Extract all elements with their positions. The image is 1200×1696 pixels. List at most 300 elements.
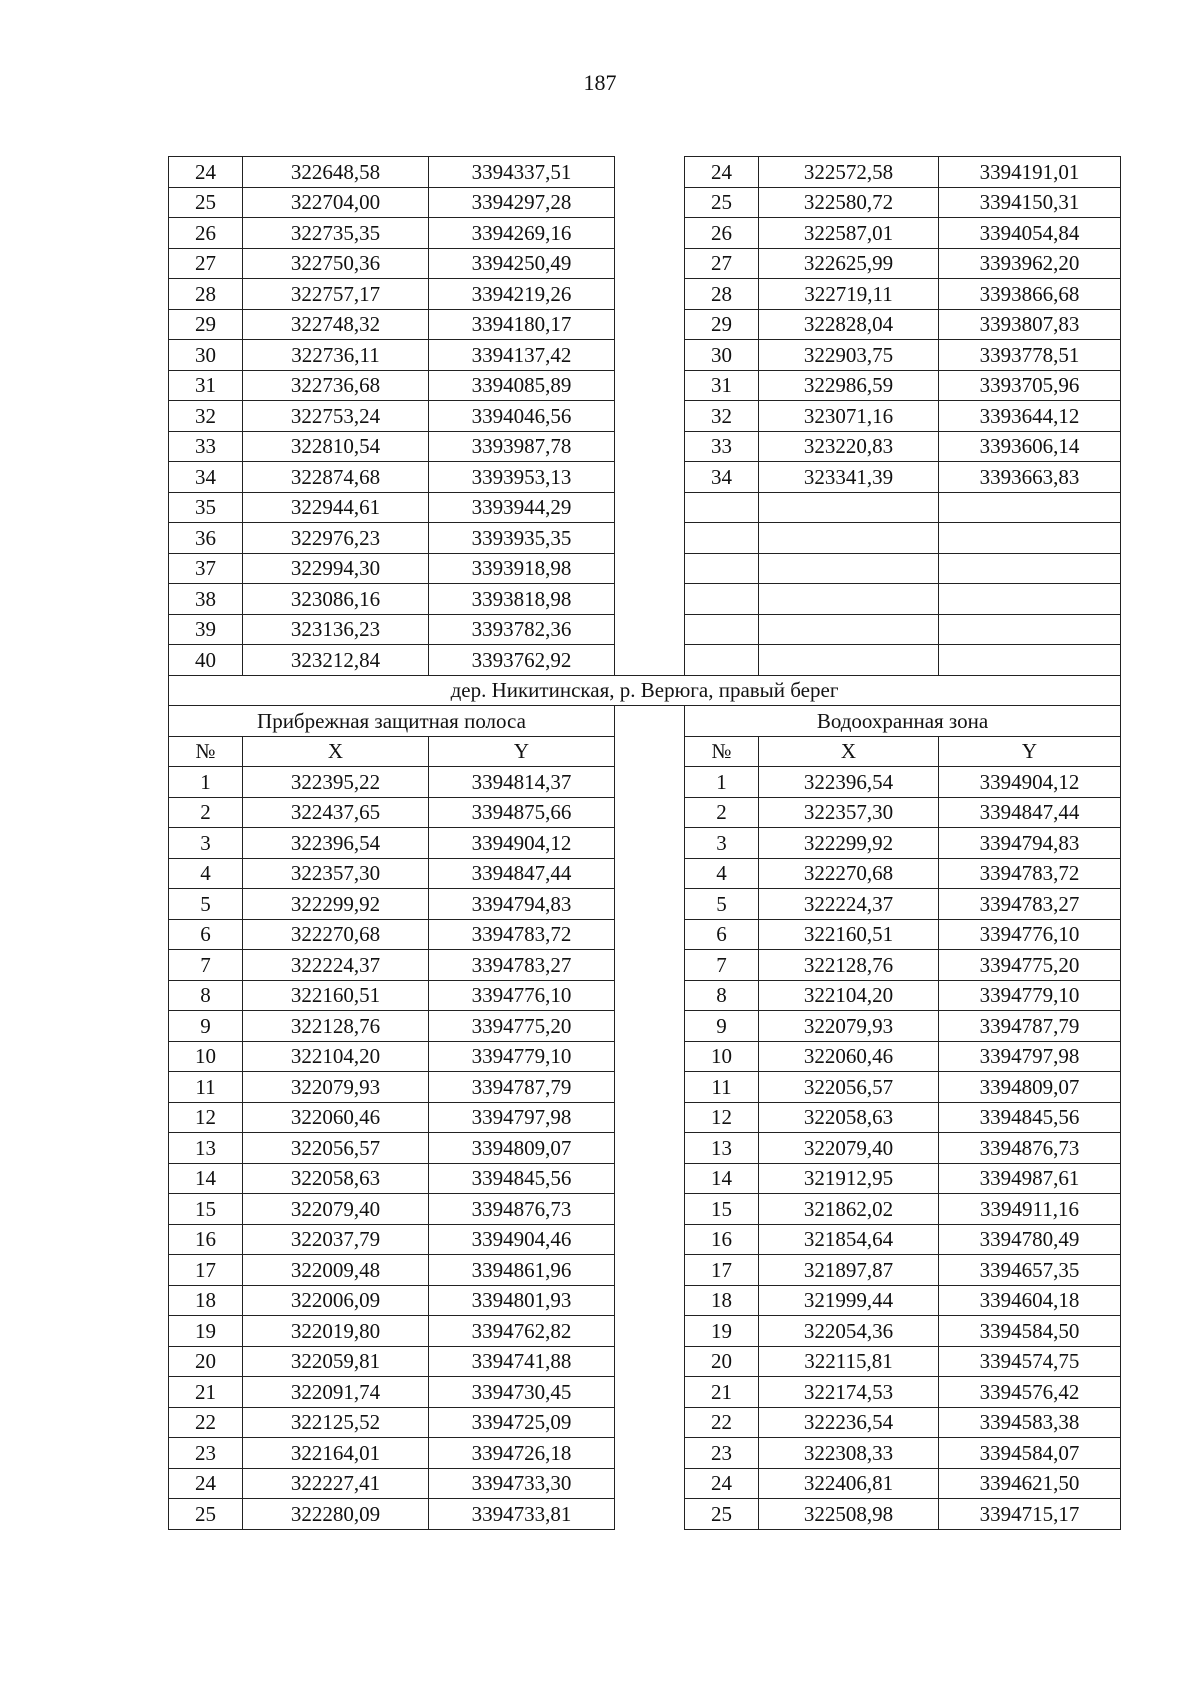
left-x-header: X	[243, 736, 429, 767]
left-x-coordinate: 323136,23	[243, 614, 429, 645]
column-gap	[615, 1072, 685, 1103]
right-y-coordinate: 3394621,50	[939, 1468, 1121, 1499]
right-y-coordinate: 3394715,17	[939, 1499, 1121, 1530]
right-x-coordinate	[759, 492, 939, 523]
right-x-coordinate	[759, 614, 939, 645]
right-point-number: 33	[685, 431, 759, 462]
left-point-number: 38	[169, 584, 243, 615]
right-point-number: 16	[685, 1224, 759, 1255]
right-x-coordinate	[759, 523, 939, 554]
left-y-header: Y	[429, 736, 615, 767]
column-gap	[615, 1285, 685, 1316]
right-y-coordinate: 3393606,14	[939, 431, 1121, 462]
left-x-coordinate: 322079,93	[243, 1072, 429, 1103]
left-x-coordinate: 322079,40	[243, 1194, 429, 1225]
right-point-number: 12	[685, 1102, 759, 1133]
left-point-number: 10	[169, 1041, 243, 1072]
right-x-coordinate: 322299,92	[759, 828, 939, 859]
left-y-coordinate: 3394775,20	[429, 1011, 615, 1042]
column-gap	[615, 340, 685, 371]
left-y-coordinate: 3394762,82	[429, 1316, 615, 1347]
right-y-coordinate	[939, 614, 1121, 645]
left-x-coordinate: 322270,68	[243, 919, 429, 950]
right-zone-title: Водоохранная зона	[685, 706, 1121, 737]
left-x-coordinate: 322059,81	[243, 1346, 429, 1377]
right-x-coordinate: 322719,11	[759, 279, 939, 310]
left-point-number: 21	[169, 1377, 243, 1408]
left-y-coordinate: 3394797,98	[429, 1102, 615, 1133]
table-row	[169, 1011, 1121, 1042]
right-x-coordinate: 322174,53	[759, 1377, 939, 1408]
left-y-coordinate: 3394875,66	[429, 797, 615, 828]
left-x-coordinate: 322437,65	[243, 797, 429, 828]
left-y-coordinate: 3394904,46	[429, 1224, 615, 1255]
left-point-number: 7	[169, 950, 243, 981]
right-x-coordinate: 322060,46	[759, 1041, 939, 1072]
left-point-number: 20	[169, 1346, 243, 1377]
right-x-coordinate: 323220,83	[759, 431, 939, 462]
left-y-coordinate: 3394137,42	[429, 340, 615, 371]
table-row	[169, 157, 1121, 188]
left-point-number: 18	[169, 1285, 243, 1316]
right-x-coordinate: 322406,81	[759, 1468, 939, 1499]
right-point-number	[685, 645, 759, 676]
right-num-header: №	[685, 736, 759, 767]
right-y-coordinate	[939, 645, 1121, 676]
right-y-coordinate	[939, 492, 1121, 523]
coordinates-sheet	[168, 156, 1120, 1530]
right-point-number: 24	[685, 1468, 759, 1499]
column-gap	[615, 645, 685, 676]
right-point-number	[685, 584, 759, 615]
left-y-coordinate: 3394809,07	[429, 1133, 615, 1164]
right-x-coordinate	[759, 584, 939, 615]
right-y-coordinate: 3394845,56	[939, 1102, 1121, 1133]
left-y-coordinate: 3394269,16	[429, 218, 615, 249]
table-row	[169, 309, 1121, 340]
column-gap	[615, 462, 685, 493]
left-x-coordinate: 322227,41	[243, 1468, 429, 1499]
left-y-coordinate: 3393987,78	[429, 431, 615, 462]
table-row	[169, 1163, 1121, 1194]
left-y-coordinate: 3394845,56	[429, 1163, 615, 1194]
left-x-coordinate: 322357,30	[243, 858, 429, 889]
table-row	[169, 1438, 1121, 1469]
left-point-number: 13	[169, 1133, 243, 1164]
left-x-coordinate: 323086,16	[243, 584, 429, 615]
right-y-coordinate: 3393705,96	[939, 370, 1121, 401]
table-row	[169, 1377, 1121, 1408]
table-row	[169, 858, 1121, 889]
left-y-coordinate: 3394776,10	[429, 980, 615, 1011]
right-x-coordinate: 322580,72	[759, 187, 939, 218]
column-gap	[615, 1438, 685, 1469]
column-gap	[615, 1255, 685, 1286]
right-y-coordinate: 3394576,42	[939, 1377, 1121, 1408]
right-x-coordinate: 322236,54	[759, 1407, 939, 1438]
table-row	[169, 1224, 1121, 1255]
right-y-coordinate: 3394776,10	[939, 919, 1121, 950]
right-y-coordinate: 3393962,20	[939, 248, 1121, 279]
right-x-coordinate: 322308,33	[759, 1438, 939, 1469]
left-point-number: 15	[169, 1194, 243, 1225]
table-row	[169, 767, 1121, 798]
right-point-number: 3	[685, 828, 759, 859]
left-point-number: 30	[169, 340, 243, 371]
left-y-coordinate: 3394847,44	[429, 858, 615, 889]
right-x-coordinate: 322903,75	[759, 340, 939, 371]
column-gap	[615, 1346, 685, 1377]
right-x-coordinate: 322128,76	[759, 950, 939, 981]
left-y-coordinate: 3394779,10	[429, 1041, 615, 1072]
right-point-number: 34	[685, 462, 759, 493]
table-row	[169, 797, 1121, 828]
left-y-coordinate: 3393918,98	[429, 553, 615, 584]
left-point-number: 40	[169, 645, 243, 676]
left-x-coordinate: 323212,84	[243, 645, 429, 676]
right-point-number: 1	[685, 767, 759, 798]
right-y-coordinate: 3393644,12	[939, 401, 1121, 432]
left-point-number: 4	[169, 858, 243, 889]
left-y-coordinate: 3393953,13	[429, 462, 615, 493]
right-x-coordinate	[759, 553, 939, 584]
table-row	[169, 340, 1121, 371]
right-point-number: 27	[685, 248, 759, 279]
column-gap	[615, 553, 685, 584]
right-x-coordinate: 322104,20	[759, 980, 939, 1011]
left-y-coordinate: 3394180,17	[429, 309, 615, 340]
right-y-coordinate: 3394775,20	[939, 950, 1121, 981]
column-gap	[615, 309, 685, 340]
left-x-coordinate: 322104,20	[243, 1041, 429, 1072]
column-gap	[615, 1133, 685, 1164]
right-x-coordinate: 322508,98	[759, 1499, 939, 1530]
right-y-coordinate: 3394574,75	[939, 1346, 1121, 1377]
column-gap	[615, 767, 685, 798]
right-x-coordinate: 322058,63	[759, 1102, 939, 1133]
left-x-coordinate: 322736,68	[243, 370, 429, 401]
zone-title-row	[169, 706, 1121, 737]
right-y-coordinate: 3394583,38	[939, 1407, 1121, 1438]
column-header-row	[169, 736, 1121, 767]
right-y-coordinate: 3394054,84	[939, 218, 1121, 249]
left-x-coordinate: 322037,79	[243, 1224, 429, 1255]
right-x-coordinate: 322625,99	[759, 248, 939, 279]
column-gap	[615, 279, 685, 310]
table-row	[169, 1102, 1121, 1133]
column-gap	[615, 1041, 685, 1072]
right-point-number: 29	[685, 309, 759, 340]
left-y-coordinate: 3394741,88	[429, 1346, 615, 1377]
column-gap	[615, 1468, 685, 1499]
left-point-number: 16	[169, 1224, 243, 1255]
left-y-coordinate: 3394814,37	[429, 767, 615, 798]
right-y-coordinate: 3394584,50	[939, 1316, 1121, 1347]
column-gap	[615, 889, 685, 920]
left-point-number: 24	[169, 157, 243, 188]
left-point-number: 12	[169, 1102, 243, 1133]
table-row	[169, 523, 1121, 554]
right-point-number: 32	[685, 401, 759, 432]
column-gap	[615, 492, 685, 523]
left-point-number: 5	[169, 889, 243, 920]
column-gap	[615, 1224, 685, 1255]
left-x-coordinate: 322164,01	[243, 1438, 429, 1469]
left-x-coordinate: 322056,57	[243, 1133, 429, 1164]
table-row	[169, 553, 1121, 584]
right-x-coordinate: 323071,16	[759, 401, 939, 432]
right-point-number: 26	[685, 218, 759, 249]
left-point-number: 39	[169, 614, 243, 645]
right-point-number	[685, 614, 759, 645]
left-point-number: 29	[169, 309, 243, 340]
column-gap	[615, 431, 685, 462]
right-point-number: 9	[685, 1011, 759, 1042]
right-y-coordinate	[939, 584, 1121, 615]
left-y-coordinate: 3394730,45	[429, 1377, 615, 1408]
right-y-coordinate: 3394191,01	[939, 157, 1121, 188]
left-x-coordinate: 322160,51	[243, 980, 429, 1011]
column-gap	[615, 1499, 685, 1530]
left-x-coordinate: 322735,35	[243, 218, 429, 249]
column-gap	[615, 828, 685, 859]
table-row	[169, 462, 1121, 493]
table-row	[169, 1285, 1121, 1316]
left-point-number: 36	[169, 523, 243, 554]
right-point-number: 21	[685, 1377, 759, 1408]
column-gap	[615, 736, 685, 767]
column-gap	[615, 919, 685, 950]
column-gap	[615, 248, 685, 279]
left-point-number: 1	[169, 767, 243, 798]
left-x-coordinate: 322280,09	[243, 1499, 429, 1530]
left-x-coordinate: 322019,80	[243, 1316, 429, 1347]
right-x-coordinate: 321999,44	[759, 1285, 939, 1316]
right-x-coordinate: 322828,04	[759, 309, 939, 340]
right-point-number: 13	[685, 1133, 759, 1164]
right-x-coordinate: 322054,36	[759, 1316, 939, 1347]
left-point-number: 32	[169, 401, 243, 432]
right-point-number	[685, 492, 759, 523]
right-x-header: X	[759, 736, 939, 767]
left-y-coordinate: 3394725,09	[429, 1407, 615, 1438]
left-x-coordinate: 322757,17	[243, 279, 429, 310]
right-y-coordinate: 3393807,83	[939, 309, 1121, 340]
left-zone-title: Прибрежная защитная полоса	[169, 706, 615, 737]
column-gap	[615, 370, 685, 401]
right-point-number: 11	[685, 1072, 759, 1103]
left-point-number: 2	[169, 797, 243, 828]
left-y-coordinate: 3394733,30	[429, 1468, 615, 1499]
column-gap	[615, 1407, 685, 1438]
table-row	[169, 645, 1121, 676]
left-y-coordinate: 3393782,36	[429, 614, 615, 645]
right-y-coordinate: 3394783,27	[939, 889, 1121, 920]
left-point-number: 19	[169, 1316, 243, 1347]
column-gap	[615, 1163, 685, 1194]
column-gap	[615, 797, 685, 828]
left-point-number: 25	[169, 1499, 243, 1530]
right-y-coordinate: 3394584,07	[939, 1438, 1121, 1469]
right-point-number: 5	[685, 889, 759, 920]
table-row	[169, 248, 1121, 279]
left-x-coordinate: 322810,54	[243, 431, 429, 462]
left-x-coordinate: 322058,63	[243, 1163, 429, 1194]
table-row	[169, 1468, 1121, 1499]
right-point-number: 14	[685, 1163, 759, 1194]
table-row	[169, 919, 1121, 950]
table-row	[169, 370, 1121, 401]
column-gap	[615, 218, 685, 249]
right-x-coordinate: 322986,59	[759, 370, 939, 401]
right-x-coordinate: 321897,87	[759, 1255, 939, 1286]
right-y-coordinate: 3394657,35	[939, 1255, 1121, 1286]
left-point-number: 27	[169, 248, 243, 279]
left-x-coordinate: 322750,36	[243, 248, 429, 279]
left-point-number: 3	[169, 828, 243, 859]
left-x-coordinate: 322060,46	[243, 1102, 429, 1133]
column-gap	[615, 1011, 685, 1042]
right-y-coordinate: 3394911,16	[939, 1194, 1121, 1225]
table-row	[169, 980, 1121, 1011]
left-point-number: 9	[169, 1011, 243, 1042]
right-point-number: 25	[685, 187, 759, 218]
left-x-coordinate: 322125,52	[243, 1407, 429, 1438]
left-x-coordinate: 322396,54	[243, 828, 429, 859]
right-y-coordinate: 3393866,68	[939, 279, 1121, 310]
table-row	[169, 431, 1121, 462]
right-point-number: 23	[685, 1438, 759, 1469]
left-point-number: 34	[169, 462, 243, 493]
left-x-coordinate: 322874,68	[243, 462, 429, 493]
right-y-coordinate: 3394780,49	[939, 1224, 1121, 1255]
left-x-coordinate: 322299,92	[243, 889, 429, 920]
left-point-number: 14	[169, 1163, 243, 1194]
left-x-coordinate: 322128,76	[243, 1011, 429, 1042]
left-point-number: 6	[169, 919, 243, 950]
left-x-coordinate: 322753,24	[243, 401, 429, 432]
table-row	[169, 492, 1121, 523]
left-x-coordinate: 322976,23	[243, 523, 429, 554]
table-row	[169, 950, 1121, 981]
left-point-number: 31	[169, 370, 243, 401]
right-point-number: 15	[685, 1194, 759, 1225]
right-y-coordinate: 3394987,61	[939, 1163, 1121, 1194]
right-point-number: 25	[685, 1499, 759, 1530]
left-y-coordinate: 3394250,49	[429, 248, 615, 279]
right-x-coordinate: 321862,02	[759, 1194, 939, 1225]
table-row	[169, 1133, 1121, 1164]
section-header	[169, 675, 1121, 767]
table-row	[169, 1072, 1121, 1103]
table-row	[169, 1346, 1121, 1377]
right-point-number: 17	[685, 1255, 759, 1286]
left-point-number: 23	[169, 1438, 243, 1469]
left-point-number: 11	[169, 1072, 243, 1103]
right-point-number: 30	[685, 340, 759, 371]
left-y-coordinate: 3394783,72	[429, 919, 615, 950]
column-gap	[615, 1102, 685, 1133]
left-y-coordinate: 3393818,98	[429, 584, 615, 615]
column-gap	[615, 1316, 685, 1347]
left-point-number: 35	[169, 492, 243, 523]
table-row	[169, 614, 1121, 645]
right-x-coordinate: 322357,30	[759, 797, 939, 828]
right-point-number: 2	[685, 797, 759, 828]
right-y-coordinate: 3394779,10	[939, 980, 1121, 1011]
section-title-row	[169, 675, 1121, 706]
left-x-coordinate: 322009,48	[243, 1255, 429, 1286]
right-y-coordinate: 3393778,51	[939, 340, 1121, 371]
right-point-number: 20	[685, 1346, 759, 1377]
right-x-coordinate: 321854,64	[759, 1224, 939, 1255]
right-x-coordinate	[759, 645, 939, 676]
right-y-coordinate: 3394787,79	[939, 1011, 1121, 1042]
left-point-number: 28	[169, 279, 243, 310]
column-gap	[615, 614, 685, 645]
left-y-coordinate: 3394783,27	[429, 950, 615, 981]
column-gap	[615, 1194, 685, 1225]
column-gap	[615, 706, 685, 737]
right-y-coordinate: 3394604,18	[939, 1285, 1121, 1316]
right-y-coordinate: 3394797,98	[939, 1041, 1121, 1072]
left-y-coordinate: 3394337,51	[429, 157, 615, 188]
right-x-coordinate: 322270,68	[759, 858, 939, 889]
right-point-number: 19	[685, 1316, 759, 1347]
left-y-coordinate: 3393762,92	[429, 645, 615, 676]
right-point-number: 6	[685, 919, 759, 950]
left-point-number: 25	[169, 187, 243, 218]
section-title: дер. Никитинская, р. Верюга, правый берег	[169, 675, 1121, 706]
right-y-coordinate: 3394150,31	[939, 187, 1121, 218]
column-gap	[615, 980, 685, 1011]
left-point-number: 37	[169, 553, 243, 584]
right-point-number: 31	[685, 370, 759, 401]
left-x-coordinate: 322704,00	[243, 187, 429, 218]
left-y-coordinate: 3394085,89	[429, 370, 615, 401]
left-point-number: 24	[169, 1468, 243, 1499]
left-y-coordinate: 3394733,81	[429, 1499, 615, 1530]
right-x-coordinate: 322056,57	[759, 1072, 939, 1103]
left-y-coordinate: 3394297,28	[429, 187, 615, 218]
page-number: 187	[583, 70, 617, 95]
bottom-coordinates-body	[169, 767, 1121, 1530]
left-y-coordinate: 3394046,56	[429, 401, 615, 432]
table-row	[169, 584, 1121, 615]
right-x-coordinate: 322115,81	[759, 1346, 939, 1377]
column-gap	[615, 523, 685, 554]
right-point-number: 24	[685, 157, 759, 188]
left-num-header: №	[169, 736, 243, 767]
left-x-coordinate: 322994,30	[243, 553, 429, 584]
right-point-number	[685, 553, 759, 584]
left-y-coordinate: 3393944,29	[429, 492, 615, 523]
left-x-coordinate: 322091,74	[243, 1377, 429, 1408]
left-x-coordinate: 322736,11	[243, 340, 429, 371]
right-y-coordinate: 3394794,83	[939, 828, 1121, 859]
table-row	[169, 1194, 1121, 1225]
left-y-coordinate: 3394787,79	[429, 1072, 615, 1103]
left-y-coordinate: 3394801,93	[429, 1285, 615, 1316]
right-point-number: 8	[685, 980, 759, 1011]
table-row	[169, 187, 1121, 218]
right-point-number: 18	[685, 1285, 759, 1316]
left-point-number: 26	[169, 218, 243, 249]
right-y-header: Y	[939, 736, 1121, 767]
left-y-coordinate: 3394726,18	[429, 1438, 615, 1469]
left-y-coordinate: 3394219,26	[429, 279, 615, 310]
top-coordinates-body	[169, 157, 1121, 676]
